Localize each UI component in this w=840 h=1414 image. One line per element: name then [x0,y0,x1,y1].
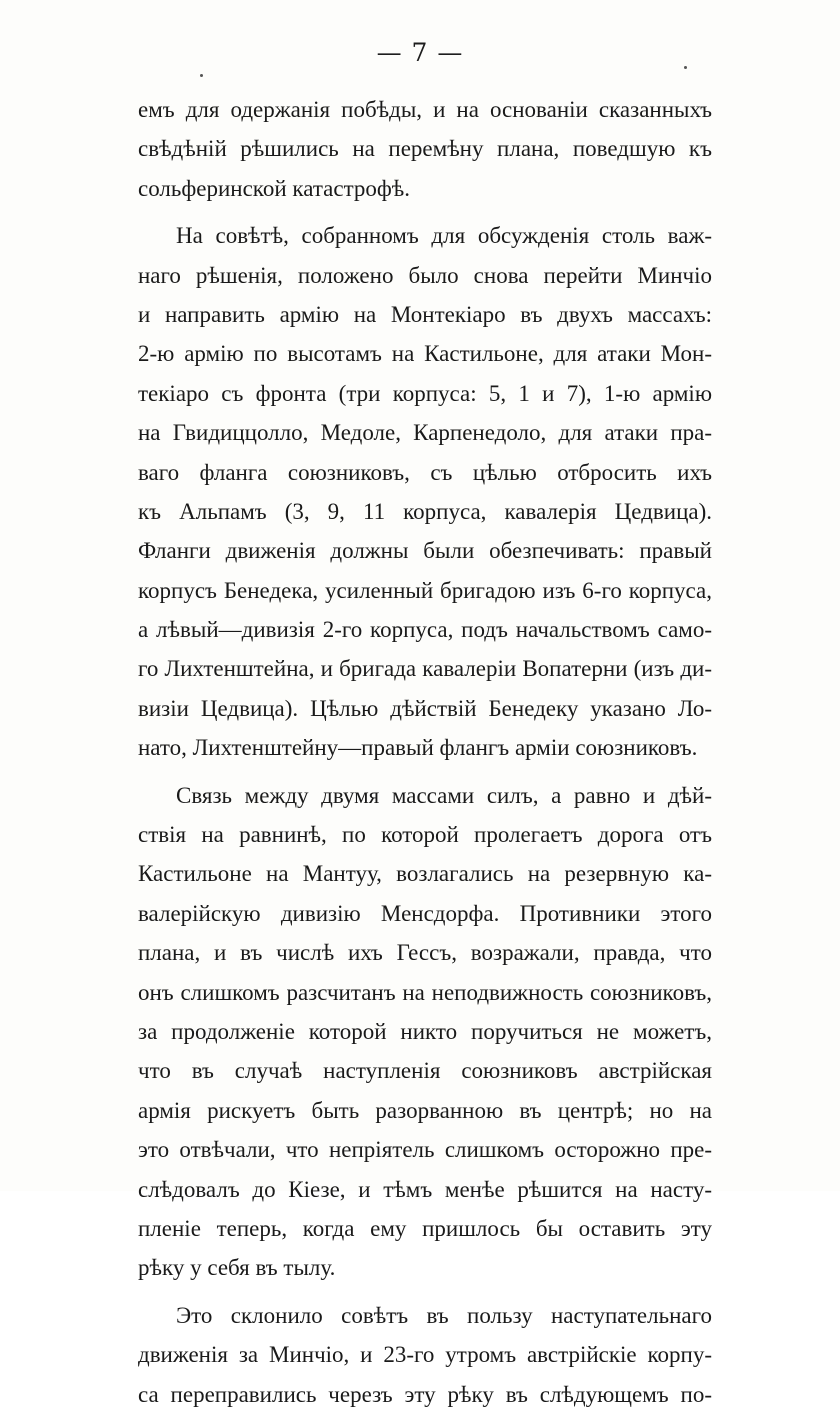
text-line: и направить армію на Монтекіаро въ двухъ массахъ: [138,301,712,327]
text-line: армія рискуетъ быть разорванною въ центрѣ; но на [138,1097,712,1123]
text-line: текіаро съ фронта (три корпуса: 5, 1 и 7), 1-ю армію [138,380,712,406]
text-line: плана, и въ числѣ ихъ Гессъ, возражали, правда, что [138,940,712,966]
print-speck [200,74,203,77]
text-line: са переправились черезъ эту рѣку въ слѣдующемъ по- [138,1381,712,1407]
paragraph [138,1296,712,1414]
text-line: рѣку у себя въ тылу. [138,1255,336,1281]
text-line: нато, Лихтенштейну—правый флангъ арміи союзниковъ. [138,735,698,761]
text-line: на Гвидиццолло, Медоле, Карпенедоло, для атаки пра- [138,420,712,446]
text-line: свѣдѣній рѣшились на перемѣну плана, поведшую къ [138,136,712,162]
text-line: Связь между двумя массами силъ, а равно и дѣй- [176,782,712,808]
text-line: Это склонило совѣтъ въ пользу наступательнаго [176,1302,712,1328]
paragraph [138,776,712,1288]
text-line: емъ для одержанія побѣды, и на основаніи сказанныхъ [138,97,712,122]
text-line: ваго фланга союзниковъ, съ цѣлью отбросить ихъ [138,459,712,485]
page-number: — 7 — [376,38,464,67]
text-line: за продолженіе которой никто поручиться не можетъ, [138,1018,712,1044]
text-line: а лѣвый—дивизія 2-го корпуса, подъ начальствомъ само- [138,617,712,643]
text-line: ствія на равнинѣ, по которой пролегаетъ дорога отъ [138,822,712,848]
text-line: сольферинской катастрофѣ. [138,175,411,201]
text-line: пленіе теперь, когда ему пришлось бы оставить эту [138,1215,712,1241]
text-line: онъ слишкомъ разсчитанъ на неподвижность союзниковъ, [138,979,712,1005]
text-line: корпусъ Бенедека, усиленный бригадою изъ 6-го корпуса, [138,577,712,603]
paragraph [138,216,712,767]
text-line: движенія за Минчіо, и 23-го утромъ австрійскіе корпу- [138,1342,712,1368]
text-line: наго рѣшенія, положено было снова перейти Минчіо [138,262,712,288]
text-line: Фланги движенія должны были обезпечивать: правый [138,538,712,564]
text-line: это отвѣчали, что непріятель слишкомъ осторожно пре- [138,1137,712,1163]
text-line: го Лихтенштейна, и бригада кавалеріи Вопатерни (изъ ди- [138,656,712,682]
text-line: На совѣтѣ, собранномъ для обсужденія столь важ- [176,223,712,249]
text-line: Кастильоне на Мантуу, возлагались на резервную ка- [138,861,712,887]
text-line: къ Альпамъ (3, 9, 11 корпуса, кавалерія Цедвица). [138,498,712,524]
page-text [138,90,712,1414]
text-line: слѣдовалъ до Кіезе, и тѣмъ менѣе рѣшится на насту- [138,1176,712,1202]
text-line: валерійскую дивизію Менсдорфа. Противники этого [138,900,712,926]
text-line: что въ случаѣ наступленія союзниковъ австрійская [138,1058,712,1084]
text-line: 2-ю армію по высотамъ на Кастильоне, для атаки Мон- [138,341,712,367]
text-line: визіи Цедвица). Цѣлью дѣйствій Бенедеку указано Ло- [138,695,712,721]
paragraph [138,90,712,208]
